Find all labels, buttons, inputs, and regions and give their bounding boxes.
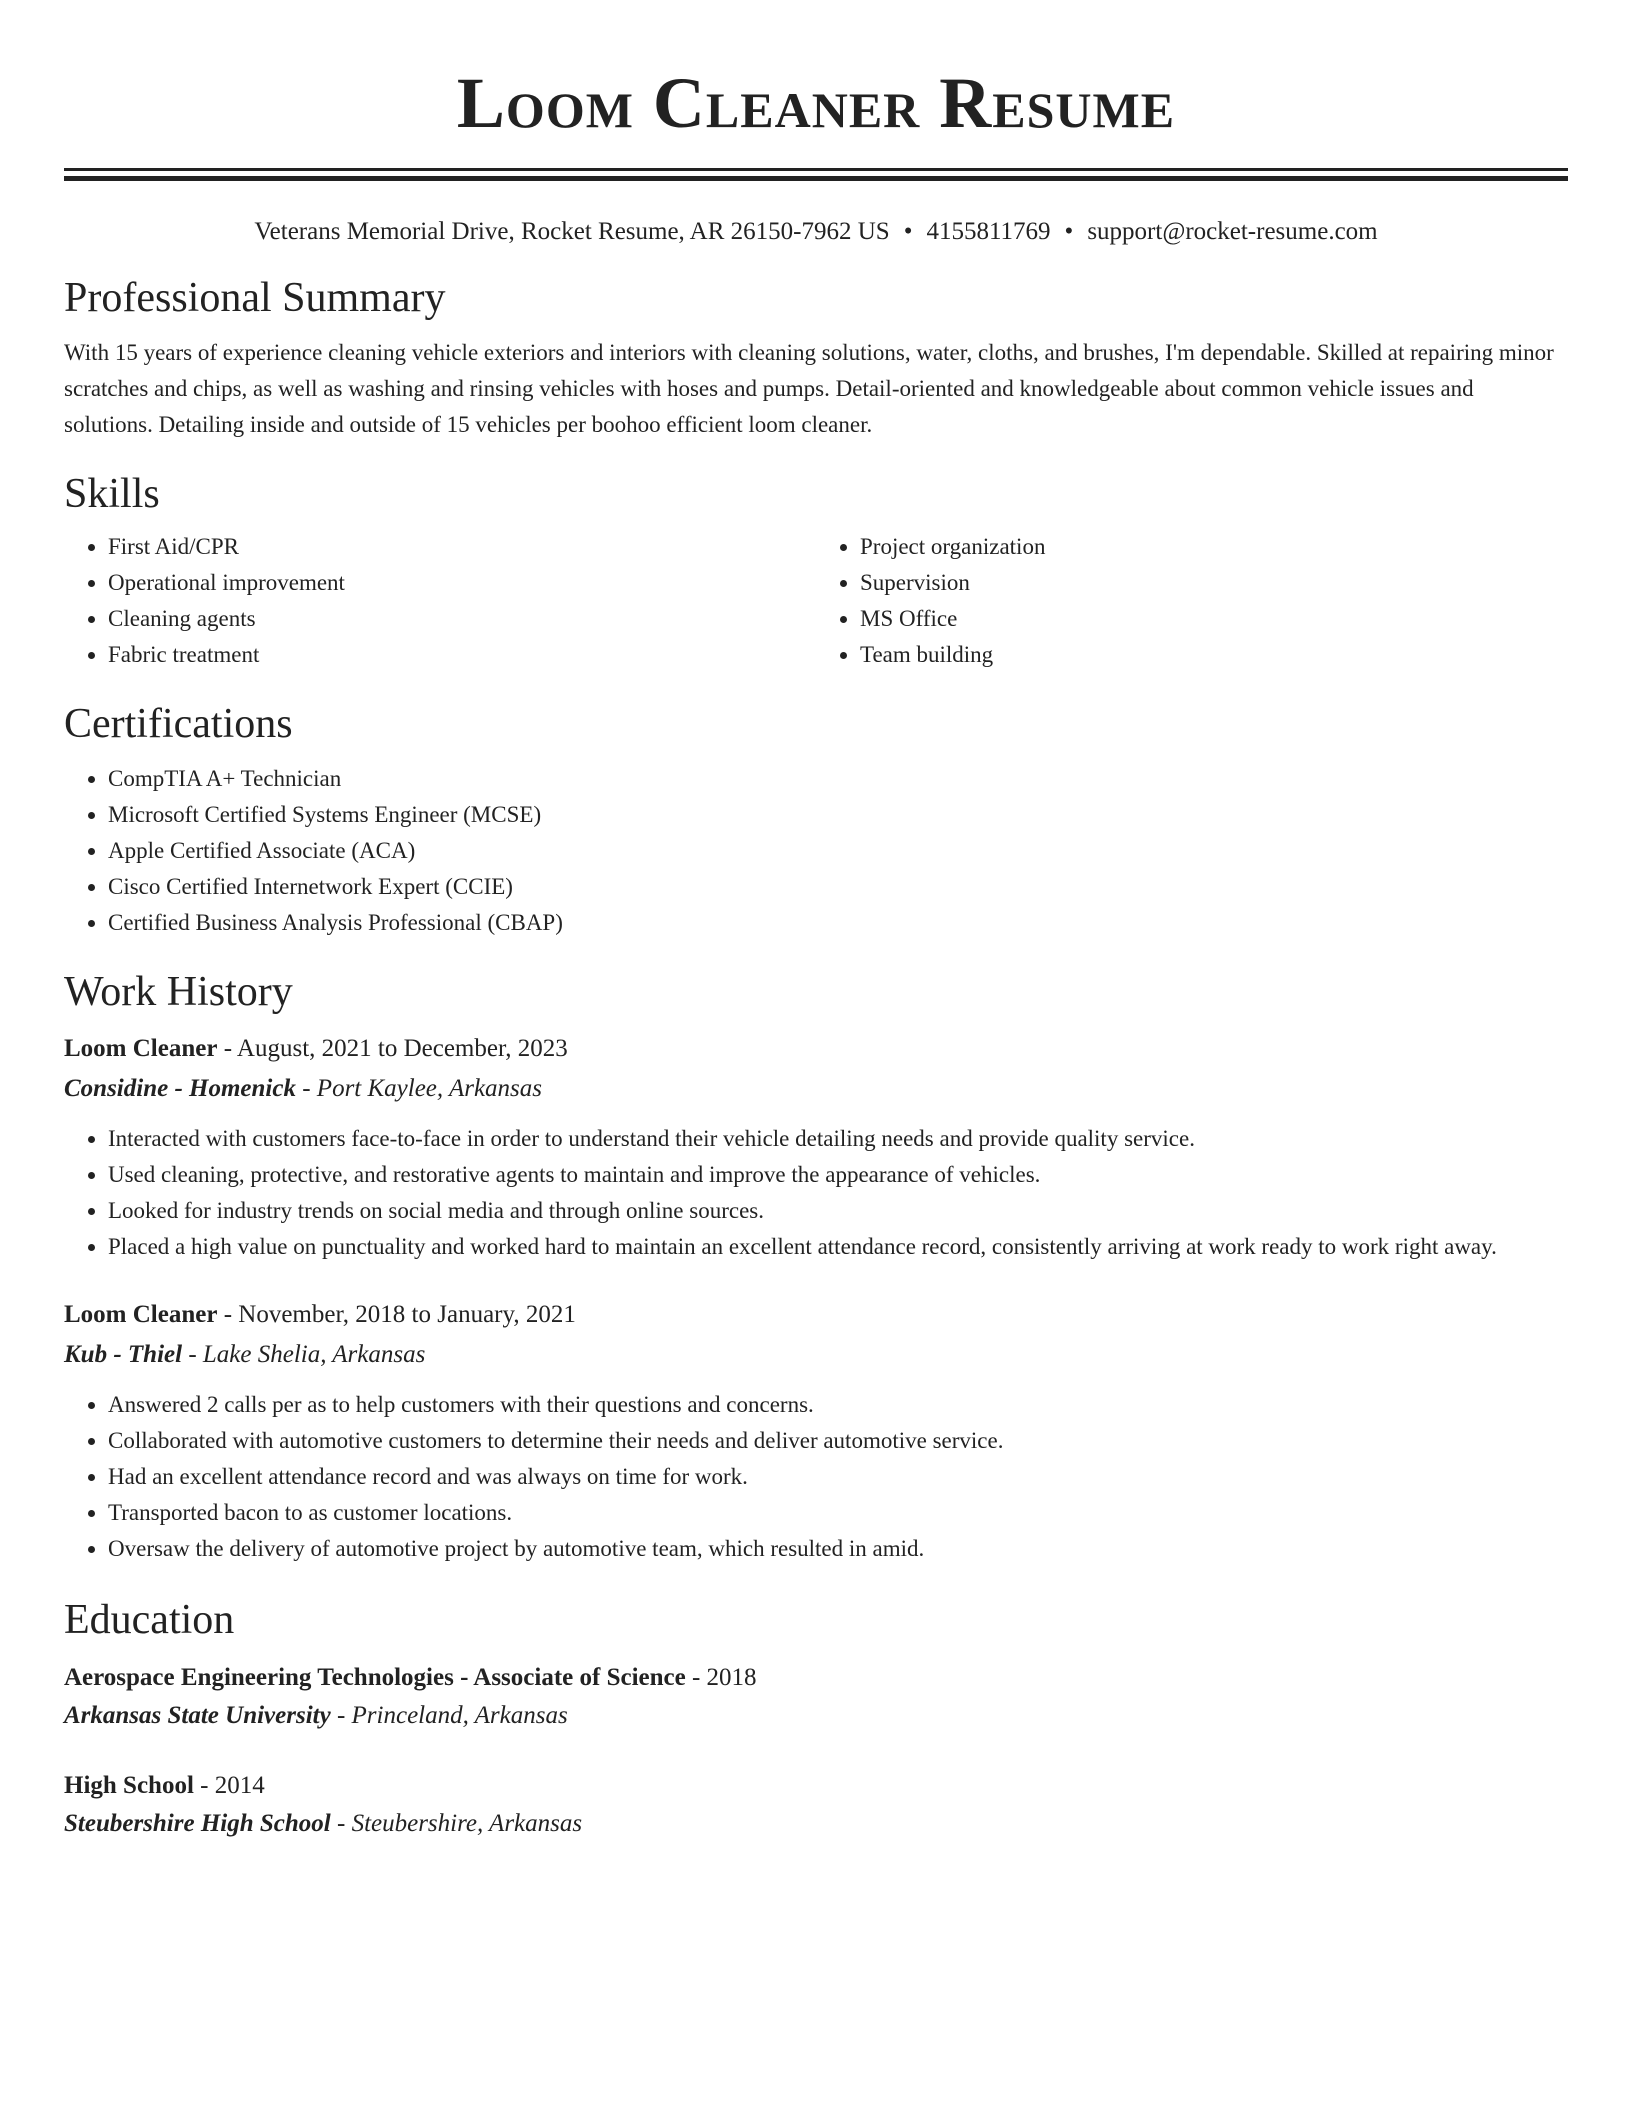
job-bullet: • Collaborated with automotive customers to determine their needs and deliver automotive service. xyxy=(108,1423,1568,1459)
contact-phone: 4155811769 xyxy=(926,218,1051,245)
education-degree: Aerospace Engineering Technologies - Associate of Science xyxy=(64,1664,686,1691)
contact-line xyxy=(64,215,1568,249)
education-school-line xyxy=(64,1697,1568,1735)
education-school-line xyxy=(64,1805,1568,1843)
certification-item: • Certified Business Analysis Professional (CBAP) xyxy=(108,905,1568,941)
education-dash: - xyxy=(193,1772,215,1799)
skills-column-left xyxy=(64,529,816,673)
skill-item: • MS Office xyxy=(860,601,1568,637)
job-bullet: • Interacted with customers face-to-face in order to understand their vehicle detailing needs and provide quality service. xyxy=(108,1121,1568,1157)
education-dash: - xyxy=(685,1664,707,1691)
job-employer xyxy=(64,1335,1568,1375)
skills-heading: Skills xyxy=(64,471,160,517)
summary-text: With 15 years of experience cleaning vehicle exteriors and interiors with cleaning solutions, water, cloths, and brushes, I'm dependable. Skilled at repairing minor scratches and chips, as well as washing and rinsing vehicles with hoses and pumps. Detail-oriented and knowledgeable about common vehicle issues and solutions. Detailing inside and outside of 15 vehicles per boohoo efficient loom cleaner. xyxy=(64,340,1554,437)
job-bullet: • Oversaw the delivery of automotive project by automotive team, which resulted in amid. xyxy=(108,1531,1568,1567)
contact-separator: • xyxy=(1064,218,1074,245)
work-history-heading: Work History xyxy=(64,969,293,1015)
education-year: 2014 xyxy=(214,1772,265,1799)
skill-item: • Team building xyxy=(860,637,1568,673)
education-location: Steubershire, Arkansas xyxy=(351,1810,583,1837)
education-heading-line xyxy=(64,1659,1568,1697)
job-bullets xyxy=(64,1121,1568,1265)
job-dash: - xyxy=(182,1341,203,1368)
title-rule-top xyxy=(64,168,1568,171)
certifications-list xyxy=(64,761,1568,941)
certification-item: • Cisco Certified Internetwork Expert (CCIE) xyxy=(108,869,1568,905)
education-heading-line xyxy=(64,1767,1568,1805)
job-dates: August, 2021 to December, 2023 xyxy=(236,1035,568,1062)
job-bullets xyxy=(64,1387,1568,1567)
job-heading xyxy=(64,1295,1568,1335)
education-dash: - xyxy=(330,1810,352,1837)
job-dash: - xyxy=(217,1301,239,1328)
skill-item: • Operational improvement xyxy=(108,565,816,601)
education-year: 2018 xyxy=(706,1664,757,1691)
certification-item: • CompTIA A+ Technician xyxy=(108,761,1568,797)
education-entry xyxy=(64,1659,1568,1735)
job-entry xyxy=(64,1029,1568,1265)
contact-email: support@rocket-resume.com xyxy=(1087,218,1378,245)
job-bullet: • Had an excellent attendance record and was always on time for work. xyxy=(108,1459,1568,1495)
job-dash: - xyxy=(217,1035,237,1062)
job-heading xyxy=(64,1029,1568,1069)
skill-item: • Cleaning agents xyxy=(108,601,816,637)
job-company: Considine - Homenick xyxy=(64,1075,296,1102)
skills-list xyxy=(64,529,1568,673)
education-dash: - xyxy=(330,1702,352,1729)
skill-item: • Project organization xyxy=(860,529,1568,565)
job-dash: - xyxy=(295,1075,317,1102)
education-location: Princeland, Arkansas xyxy=(351,1702,568,1729)
summary-heading: Professional Summary xyxy=(64,275,446,321)
job-title: Loom Cleaner xyxy=(64,1301,218,1328)
education-heading: Education xyxy=(64,1597,235,1643)
contact-address: Veterans Memorial Drive, Rocket Resume, AR 26150-7962 US xyxy=(254,218,890,245)
job-bullet: • Transported bacon to as customer locations. xyxy=(108,1495,1568,1531)
education-entry xyxy=(64,1767,1568,1843)
job-title: Loom Cleaner xyxy=(64,1035,218,1062)
page-title: Loom Cleaner Resume xyxy=(456,63,1176,143)
certification-item: • Microsoft Certified Systems Engineer (MCSE) xyxy=(108,797,1568,833)
job-location: Lake Shelia, Arkansas xyxy=(202,1341,426,1368)
skills-column-right xyxy=(816,529,1568,673)
skill-item: • Supervision xyxy=(860,565,1568,601)
title-rule-bottom xyxy=(64,176,1568,181)
job-bullet: • Looked for industry trends on social media and through online sources. xyxy=(108,1193,1568,1229)
job-entry xyxy=(64,1295,1568,1567)
job-company: Kub - Thiel xyxy=(64,1341,183,1368)
education-school: Arkansas State University xyxy=(64,1702,331,1729)
certification-item: • Apple Certified Associate (ACA) xyxy=(108,833,1568,869)
job-bullet: • Placed a high value on punctuality and worked hard to maintain an excellent attendance record, consistently arriving at work ready to work right away. xyxy=(108,1229,1568,1265)
education-school: Steubershire High School xyxy=(64,1810,331,1837)
contact-separator: • xyxy=(903,218,913,245)
skill-item: • Fabric treatment xyxy=(108,637,816,673)
skill-item: • First Aid/CPR xyxy=(108,529,816,565)
job-employer xyxy=(64,1069,1568,1109)
job-bullet: • Used cleaning, protective, and restorative agents to maintain and improve the appearance of vehicles. xyxy=(108,1157,1568,1193)
job-bullet: • Answered 2 calls per as to help customers with their questions and concerns. xyxy=(108,1387,1568,1423)
certifications-heading: Certifications xyxy=(64,701,293,747)
education-degree: High School xyxy=(64,1772,194,1799)
job-location: Port Kaylee, Arkansas xyxy=(316,1075,543,1102)
job-dates: November, 2018 to January, 2021 xyxy=(238,1301,576,1328)
